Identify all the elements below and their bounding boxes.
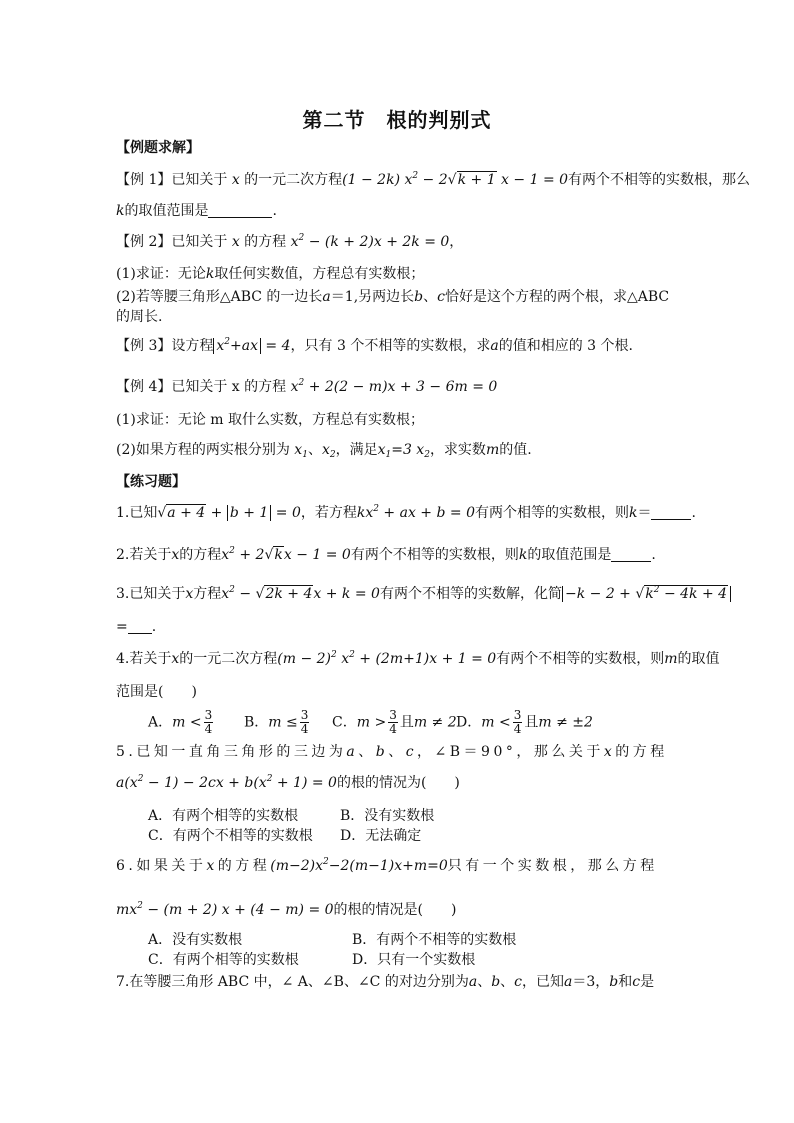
exercise-5-line-1: 5.已知一直角三角形的三边为a、b、c，∠B＝90°，那么关于x的方程	[116, 744, 668, 760]
exercise-4-option-c[interactable]: C．m > $\frac{3}{4}$ 且m ≠ 2	[332, 708, 457, 736]
exercise-5-option-b[interactable]: B．没有实数根	[340, 808, 435, 824]
exercise-6-option-b[interactable]: B．有两个不相等的实数根	[352, 932, 517, 948]
answer-blank[interactable]	[651, 505, 691, 520]
exercise-6-line-1: 6.如果关于x的方程$(m-2)x^2-2(m-1)x+m=0$只有一个实数根，那么方程	[116, 857, 658, 874]
example-4-label: 【例 4】	[116, 379, 172, 395]
exercise-6-line-2: $mx^2 - (m + 2) x + (4 - m) = 0$的根的情况是( )	[116, 901, 457, 918]
exercise-4-line-2: 范围是( )	[116, 684, 197, 700]
exercise-5-option-c[interactable]: C．有两个不相等的实数根	[148, 828, 313, 844]
exercise-1: 1.已知√a + 4 + b + 1 = 0，若方程$kx^2$ + ax + b = 0有两个相等的实数根，则k＝ .	[116, 504, 696, 521]
example-4-part-2: (2)如果方程的两实根分别为 $x_1$、$x_2$，满足$x_1=3$ $x_2$，求实数m的值.	[116, 442, 532, 460]
exercise-5-option-d[interactable]: D．无法确定	[340, 828, 422, 844]
section-heading-examples: 【例题求解】	[116, 140, 200, 156]
section-heading-exercises: 【练习题】	[116, 474, 186, 490]
example-2-part-1: (1)求证：无论k取任何实数值，方程总有实数根；	[116, 266, 425, 282]
answer-blank[interactable]	[611, 547, 651, 562]
example-1-line-1: 【例 1】已知关于 x 的一元二次方程(1 − 2k) $x^2 - 2√k + 1$ x − 1 = 0有两个不相等的实数根，那么	[116, 171, 751, 188]
example-1-line-2: k的取值范围是 .	[116, 203, 277, 219]
exercise-5-line-2: $a(x^2 - 1) - 2cx + b(x^2 + 1) = 0$的根的情况为( )	[116, 774, 460, 791]
example-4-equation: $x^2 + 2(2 - m)x + 3 - 6m = 0$	[286, 378, 498, 395]
exercise-7-line-1: 7.在等腰三角形 ABC 中，∠ A、∠B、∠C 的对边分别为a、b、c，已知a＝3，b和c是	[116, 974, 655, 990]
example-3-line: 【例 3】设方程 $x^2+ax = 4$，只有 3 个不相等的实数根，求a的值和相应的 3 个根.	[116, 337, 633, 354]
answer-blank[interactable]	[128, 619, 152, 634]
example-2-line-1: 【例 2】已知关于 x 的方程 $x^2 - (k + 2)x + 2k = 0$，	[116, 233, 464, 250]
exercise-4-line-1: 4.若关于x的一元二次方程$(m - 2)^2$ $x^2 + (2m+1)x + 1 = 0$有两个不相等的实数根，则m的取值	[116, 650, 720, 667]
exercise-5-option-a[interactable]: A．有两个相等的实数根	[148, 808, 299, 824]
exercise-3: 3.已知关于x方程$x^2 - √2k + 4x + k = 0$有两个不相等的实数解，化简 $-k - 2 + √k^2 - 4k + 4$	[116, 584, 731, 604]
example-1-label: 【例 1】	[116, 172, 172, 188]
example-2-label: 【例 2】	[116, 234, 172, 250]
example-1-equation: (1 − 2k) $x^2 - 2√k + 1$ x − 1 = 0	[342, 171, 569, 188]
exercise-4-option-d[interactable]: D．m < $\frac{3}{4}$ 且m ≠ ±2	[456, 708, 593, 736]
exercise-6-option-c[interactable]: C．有两个相等的实数根	[148, 952, 299, 968]
example-2-part-2: (2)若等腰三角形△ABC 的一边长a＝1,另两边长b、c恰好是这个方程的两个根，求△ABC	[116, 289, 670, 305]
exercise-6-option-d[interactable]: D．只有一个实数根	[352, 952, 476, 968]
example-3-equation: $x^2+ax$	[213, 338, 261, 354]
page-title: 第二节 根的判别式	[302, 108, 492, 132]
example-3-label: 【例 3】	[116, 338, 172, 354]
example-2-part-2-cont: 的周长.	[116, 309, 163, 325]
answer-blank[interactable]	[208, 203, 272, 218]
exercise-3-answer: = .	[116, 619, 157, 635]
example-2-equation: $x^2 - (k + 2)x + 2k = 0$	[286, 233, 450, 250]
exercise-4-option-b[interactable]: B．m ≤ $\frac{3}{4}$	[244, 708, 309, 736]
example-4-part-1: (1)求证：无论 m 取什么实数，方程总有实数根；	[116, 412, 425, 428]
exercise-2: 2.若关于x的方程$x^2 + 2√kx - 1 = 0$有两个不相等的实数根，则k的取值范围是 .	[116, 546, 656, 563]
exercise-4-option-a[interactable]: A．m < $\frac{3}{4}$	[148, 708, 213, 736]
exercise-6-option-a[interactable]: A．没有实数根	[148, 932, 243, 948]
example-4-line-1: 【例 4】已知关于 x 的方程 $x^2 + 2(2 - m)x + 3 - 6m = 0$	[116, 378, 498, 395]
